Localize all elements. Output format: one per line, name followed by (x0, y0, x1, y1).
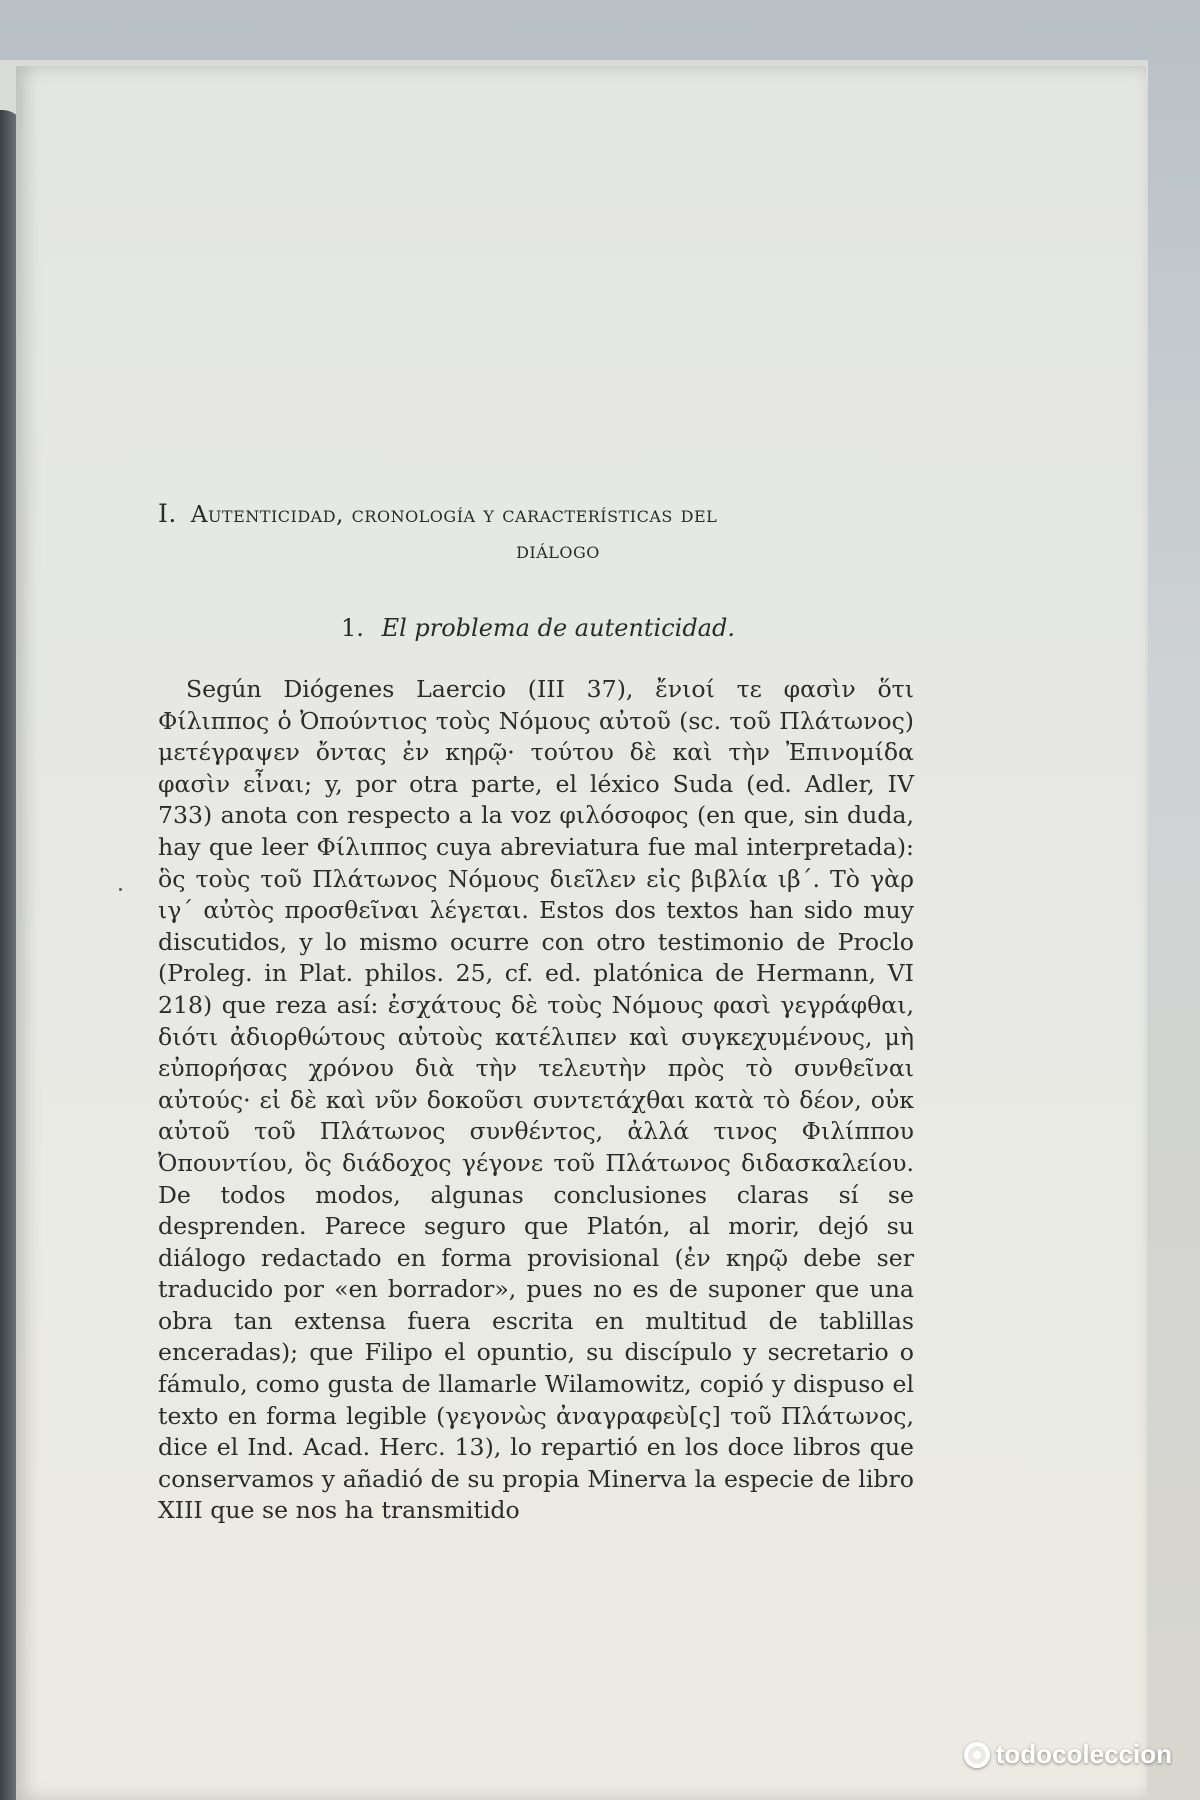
body-paragraph: Según Diógenes Laercio (III 37), ἔνιοί τε φασὶν ὅτι Φίλιππος ὁ Ὀπούντιος τοὺς Νόμους αὐτοῦ (sc. τοῦ Πλάτωνος) μετέγραψεν ὄντας ἐν κηρῷ· τούτου δὲ καὶ τὴν Ἐπινομίδα φασὶν εἶναι; y, por otra parte, el léxico Suda (ed. Adler, IV 733) anota con respecto a la voz φιλόσοφος (en que, sin duda, hay que leer Φίλιππος cuya abreviatura fue mal interpretada): ὃς τοὺς τοῦ Πλάτωνος Νόμους διεῖλεν εἰς βιβλία ιβ΄. Τὸ γὰρ ιγ΄ αὐτὸς προσθεῖναι λέγεται. Estos dos textos han sido muy discutidos, y lo mismo ocurre con otro testimonio de Proclo (Proleg. in Plat. philos. 25, cf. ed. platónica de Hermann, VI 218) que reza así: ἐσχάτους δὲ τοὺς Νόμους φασὶ γεγράφθαι, διότι ἀδιορθώτους αὐτοὺς κατέλιπεν καὶ συγκεχυμένους, μὴ εὐπορήσας χρόνου διὰ τὴν τελευτὴν πρὸς τὸ συνθεῖναι αὐτούς· εἰ δὲ καὶ νῦν δοκοῦσι συντετάχθαι κατὰ τὸ δέον, οὐκ αὐτοῦ τοῦ Πλάτωνος συνθέντος, ἀλλά τινος Φιλίππου Ὀπουντίου, ὃς διάδοχος γέγονε τοῦ Πλάτωνος διδασκαλείου. De todos modos, algunas conclusiones claras sí se desprenden. Parece seguro que Platón, al morir, dejó su diálogo redactado en forma provisional (ἐν κηρῷ debe ser traducido por «en borrador», pues no es de suponer que una obra tan extensa fuera escrita en multitud de tablillas enceradas); que Filipo el opuntio, su discípulo y secretario o fámulo, como gusta de llamarle Wilamowitz, copió y dispuso el texto en forma legible (γεγονὼς ἀναγραφεὺ[ς] τοῦ Πλάτωνος, dice el Ind. Acad. Herc. 13), lo repartió en los doce libros que conservamos y añadió de su propia Minerva la especie de libro XIII que se nos ha transmitido (158, 675, 914, 1525)
section-title: El problema de autenticidad. (381, 614, 735, 642)
body-text (158, 674, 914, 1527)
chapter-number: I. (158, 499, 177, 528)
watermark-text: todocoleccion (995, 1739, 1172, 1769)
watermark (964, 1739, 1172, 1770)
section-number: 1. (341, 614, 364, 642)
chapter-title-line1: Autenticidad, cronología y características del (190, 502, 718, 528)
chapter-heading (158, 496, 918, 569)
todocoleccion-logo-icon (964, 1742, 990, 1768)
chapter-title-line2: diálogo (516, 538, 600, 564)
page-speck (119, 888, 122, 891)
section-heading (158, 614, 918, 642)
